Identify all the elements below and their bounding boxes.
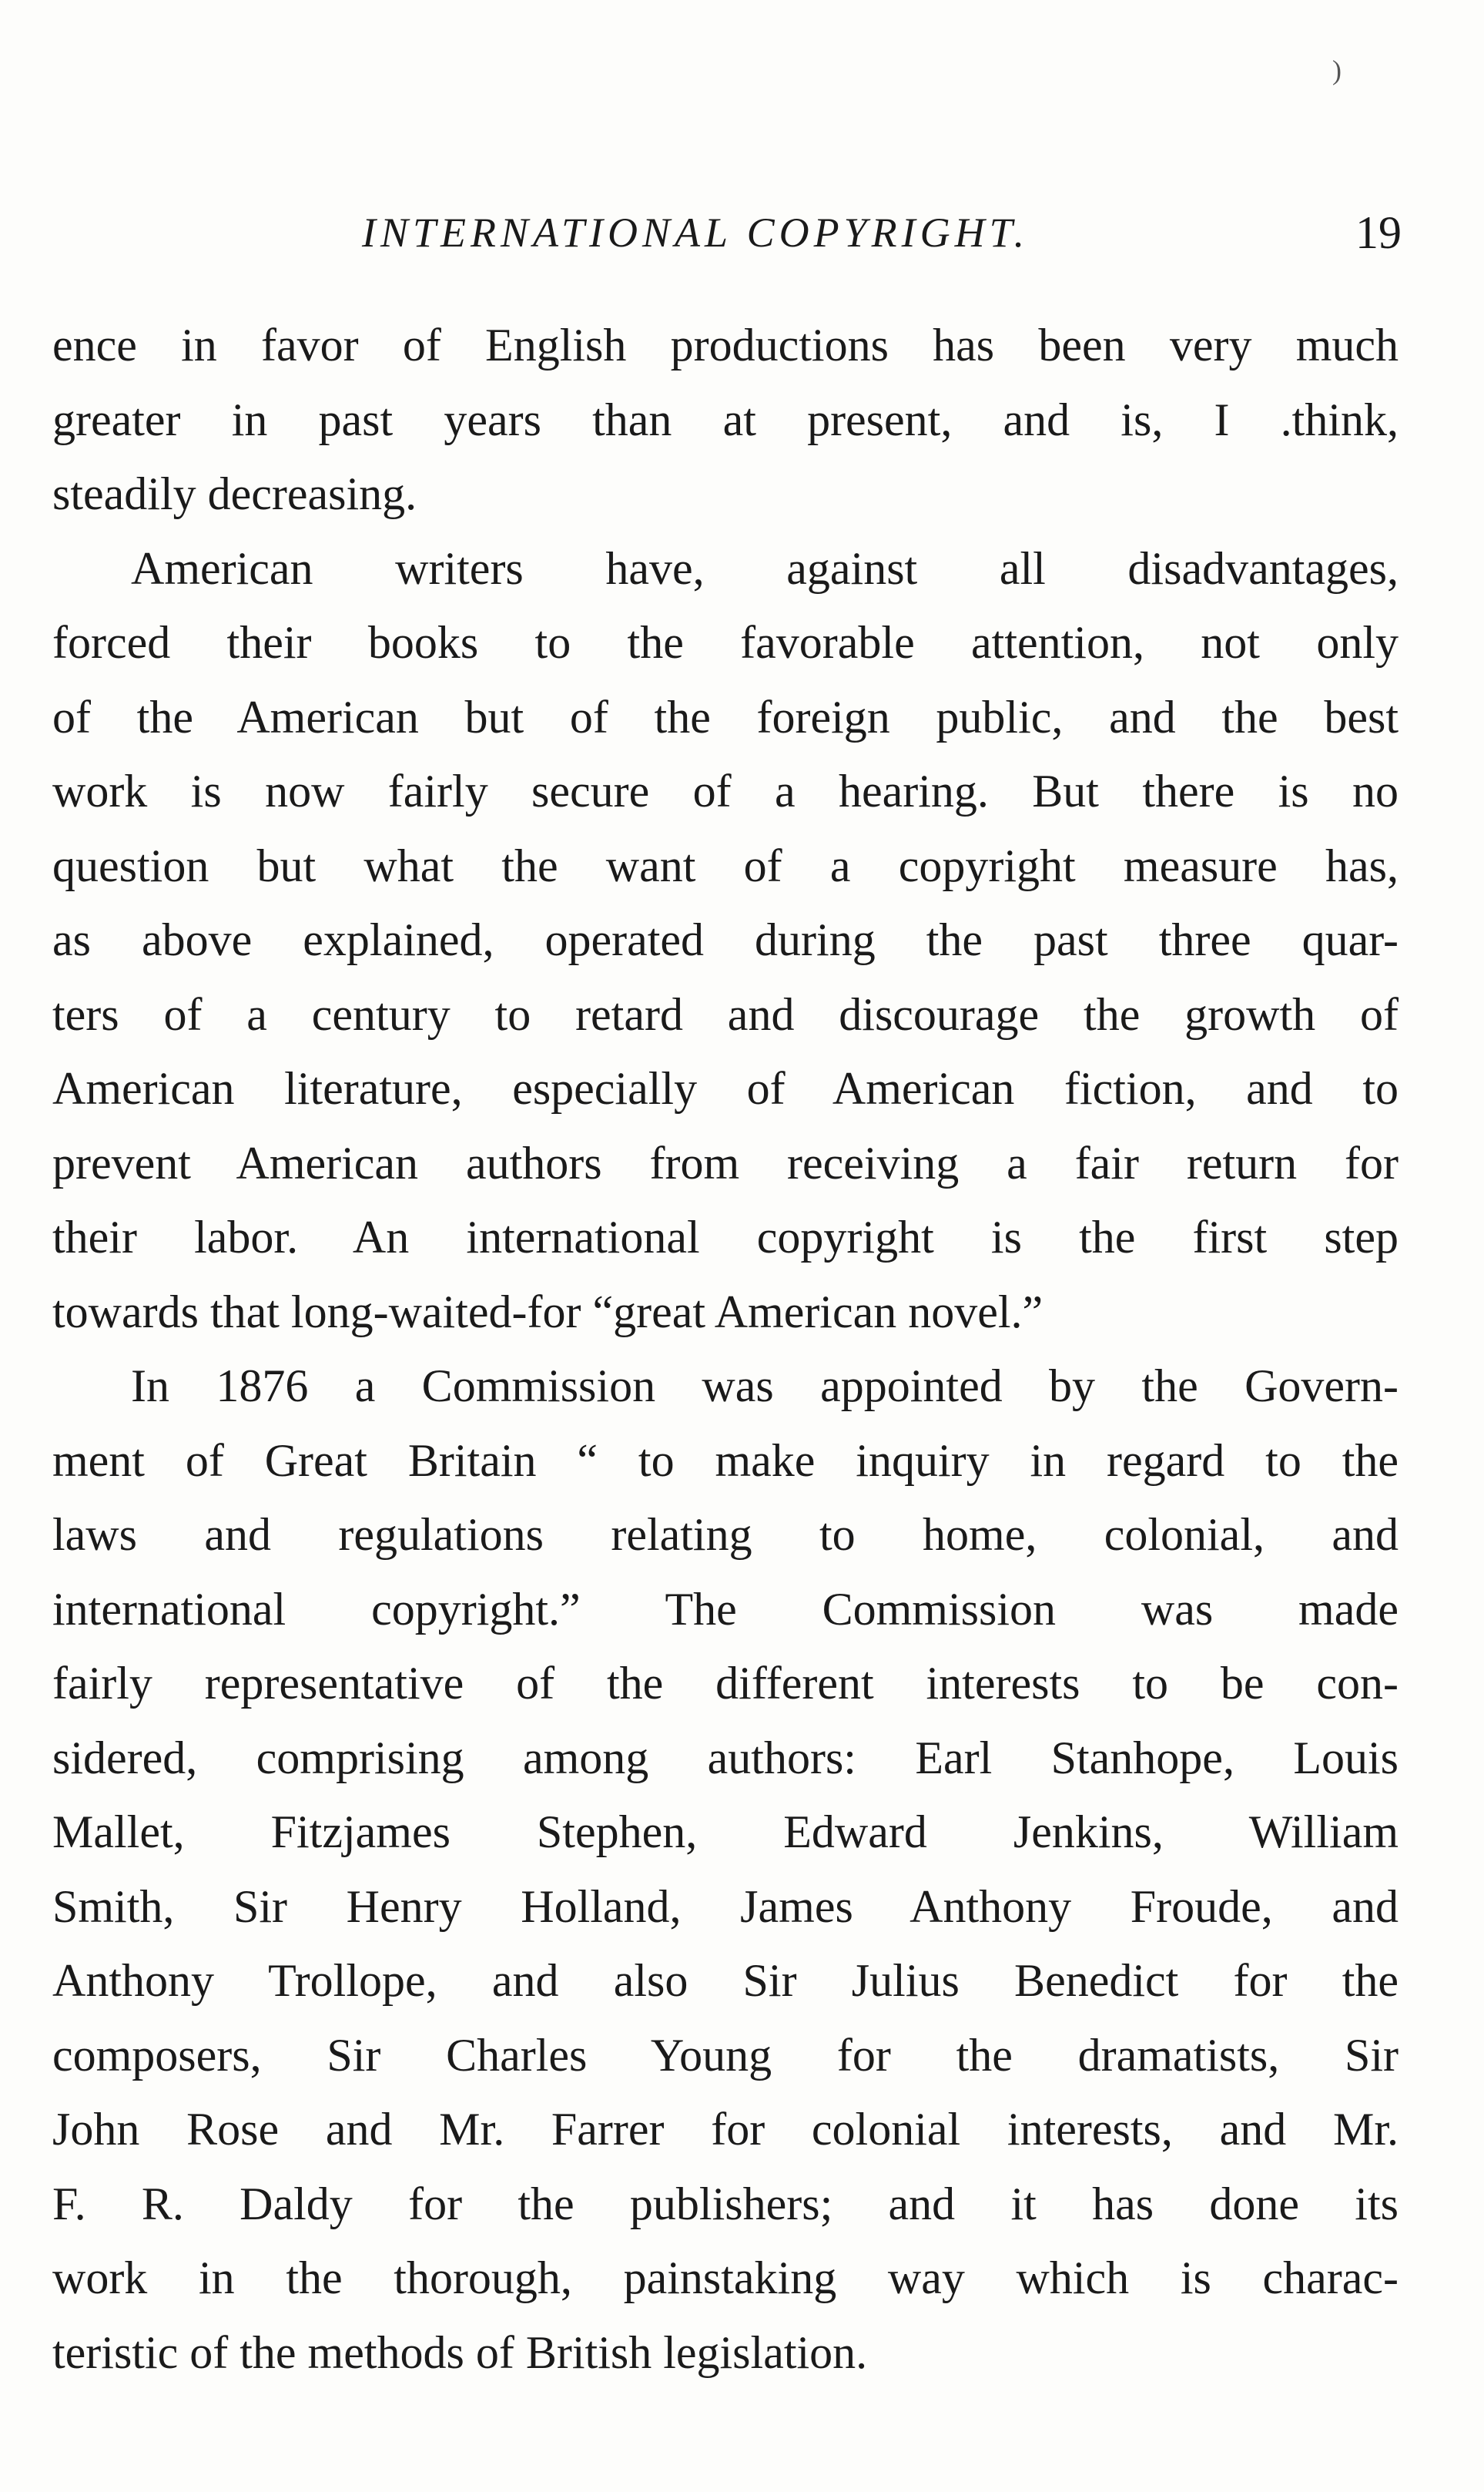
paragraph-1 — [52, 308, 1399, 532]
text-line: question but what the want of a copyright measure has, — [52, 840, 1399, 891]
paragraph-3 — [52, 1349, 1399, 2390]
text-line: towards that long-waited-for “great American novel.” — [52, 1286, 1043, 1337]
text-line: American writers have, against all disadvantages, — [131, 542, 1399, 594]
text-line: prevent American authors from receiving a fair return for — [52, 1137, 1399, 1189]
text-line: In 1876 a Commission was appointed by the Govern- — [131, 1360, 1399, 1411]
text-line: forced their books to the favorable attention, not only — [52, 617, 1399, 668]
text-line: of the American but of the foreign public, and the best — [52, 691, 1399, 743]
text-line: Anthony Trollope, and also Sir Julius Benedict for the — [52, 1955, 1399, 2006]
text-line: international copyright.” The Commission was made — [52, 1583, 1399, 1635]
text-line: F. R. Daldy for the publishers; and it has done its — [52, 2178, 1399, 2229]
text-line: their labor. An international copyright is the first step — [52, 1212, 1399, 1263]
text-line: teristic of the methods of British legislation. — [52, 2326, 868, 2378]
text-line: work in the thorough, painstaking way which is charac- — [52, 2252, 1399, 2303]
text-line: ment of Great Britain “ to make inquiry in regard to the — [52, 1434, 1399, 1486]
text-line: work is now fairly secure of a hearing. But there is no — [52, 766, 1399, 817]
body-text — [52, 308, 1399, 2390]
text-line: ters of a century to retard and discourage the growth of — [52, 988, 1399, 1040]
stray-mark: ) — [1332, 55, 1342, 86]
text-line: as above explained, operated during the past three quar- — [52, 914, 1399, 965]
text-line: John Rose and Mr. Farrer for colonial interests, and Mr. — [52, 2104, 1399, 2155]
text-line: ence in favor of English productions has been very much — [52, 320, 1399, 371]
text-line: sidered, comprising among authors: Earl Stanhope, Louis — [52, 1732, 1399, 1783]
text-line: composers, Sir Charles Young for the dramatists, Sir — [52, 2029, 1399, 2081]
text-line: Smith, Sir Henry Holland, James Anthony Froude, and — [52, 1880, 1399, 1932]
text-line: greater in past years than at present, and is, I .think, — [52, 394, 1399, 445]
running-head — [46, 202, 1402, 263]
paragraph-2 — [52, 532, 1399, 1350]
text-line: laws and regulations relating to home, colonial, and — [52, 1509, 1399, 1560]
page-number: 19 — [1355, 207, 1402, 258]
text-line: fairly representative of the different interests to be con- — [52, 1658, 1399, 1709]
text-line: Mallet, Fitzjames Stephen, Edward Jenkins, William — [52, 1806, 1399, 1857]
text-line: steadily decreasing. — [52, 468, 417, 519]
text-line: American literature, especially of American fiction, and to — [52, 1063, 1399, 1114]
running-title: INTERNATIONAL COPYRIGHT. — [362, 210, 1030, 256]
